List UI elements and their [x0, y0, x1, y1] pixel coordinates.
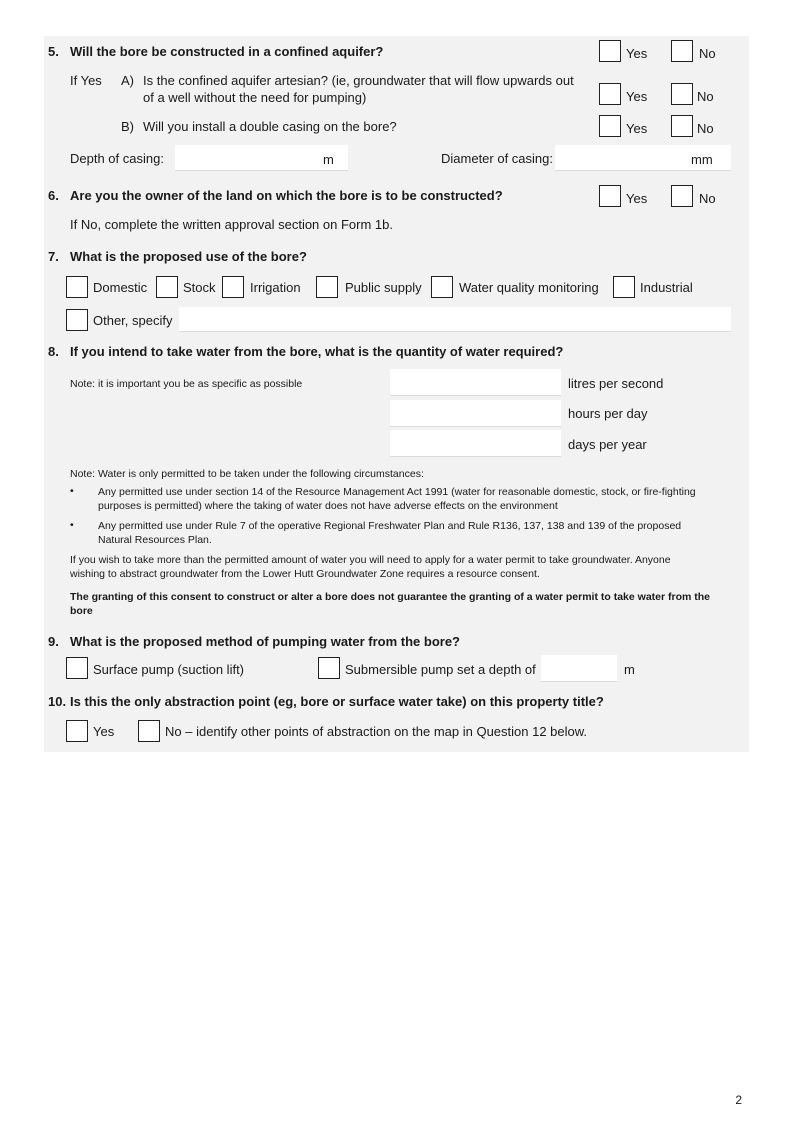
q10-question: Is this the only abstraction point (eg, bore or surface water take) on this property title? — [70, 694, 604, 709]
surface-pump-label: Surface pump (suction lift) — [93, 662, 245, 677]
q5a-text-line1: Is the confined aquifer artesian? (ie, groundwater that will flow upwards out — [143, 73, 574, 88]
depth-of-casing-label: Depth of casing: — [70, 151, 164, 166]
permitted-note-heading: Note: Water is only permitted to be taken under the following circumstances: — [70, 468, 424, 480]
q5b-yes-label: Yes — [626, 121, 648, 136]
q6-yes-label: Yes — [626, 191, 648, 206]
litres-per-second-label: litres per second — [568, 376, 664, 391]
q5b-no-label: No — [697, 121, 714, 136]
permit-note-line1: If you wish to take more than the permitted amount of water you will need to apply for a water permit to take groundwater. Anyone — [70, 554, 671, 566]
use-water-quality-label: Water quality monitoring — [459, 280, 599, 295]
q5a-text-line2: of a well without the need for pumping) — [143, 90, 367, 105]
q7-number: 7. — [48, 249, 59, 264]
litres-per-second-input[interactable] — [390, 369, 561, 396]
use-irrigation-label: Irrigation — [250, 280, 301, 295]
q5-no-checkbox[interactable] — [671, 40, 693, 62]
depth-unit: m — [323, 152, 334, 167]
q5a-yes-label: Yes — [626, 89, 648, 104]
q10-yes-checkbox[interactable] — [66, 720, 88, 742]
use-public-supply-label: Public supply — [345, 280, 422, 295]
q6-note: If No, complete the written approval section on Form 1b. — [70, 217, 393, 232]
diameter-of-casing-label: Diameter of casing: — [441, 151, 553, 166]
use-domestic-label: Domestic — [93, 280, 148, 295]
use-public-supply-checkbox[interactable] — [316, 276, 338, 298]
q5b-text: Will you install a double casing on the bore? — [143, 119, 397, 134]
use-industrial-checkbox[interactable] — [613, 276, 635, 298]
q6-no-label: No — [699, 191, 716, 206]
q8-specific-note: Note: it is important you be as specific as possible — [70, 378, 303, 390]
bullet-2-line1: Any permitted use under Rule 7 of the operative Regional Freshwater Plan and Rule R136, 137, 138 and 139 of the proposed — [98, 520, 682, 532]
diameter-unit: mm — [691, 152, 713, 167]
q5-question: Will the bore be constructed in a confined aquifer? — [70, 44, 384, 59]
bullet-2-line2: Natural Resources Plan. — [98, 534, 212, 546]
q7-question: What is the proposed use of the bore? — [70, 249, 307, 264]
use-domestic-checkbox[interactable] — [66, 276, 88, 298]
permit-note-line2: wishing to abstract groundwater from the Lower Hutt Groundwater Zone requires a resource consent. — [70, 568, 540, 580]
page-number: 2 — [735, 1093, 742, 1107]
q10-yes-label: Yes — [93, 724, 115, 739]
use-other-label: Other, specify — [93, 313, 173, 328]
use-other-checkbox[interactable] — [66, 309, 88, 331]
q5a-no-label: No — [697, 89, 714, 104]
submersible-pump-checkbox[interactable] — [318, 657, 340, 679]
use-irrigation-checkbox[interactable] — [222, 276, 244, 298]
q10-number: 10. — [48, 694, 67, 709]
use-water-quality-checkbox[interactable] — [431, 276, 453, 298]
use-stock-checkbox[interactable] — [156, 276, 178, 298]
q6-question: Are you the owner of the land on which the bore is to be constructed? — [70, 188, 503, 203]
q5-yes-checkbox[interactable] — [599, 40, 621, 62]
pump-depth-input[interactable] — [541, 655, 617, 682]
submersible-pump-label: Submersible pump set a depth of — [345, 662, 536, 677]
q5b-label: B) — [121, 119, 134, 134]
days-per-year-input[interactable] — [390, 430, 561, 457]
q5a-no-checkbox[interactable] — [671, 83, 693, 105]
bullet-icon: • — [70, 519, 74, 531]
use-stock-label: Stock — [183, 280, 216, 295]
bullet-icon: • — [70, 485, 74, 497]
q8-question: If you intend to take water from the bore, what is the quantity of water required? — [70, 344, 564, 359]
q6-number: 6. — [48, 188, 59, 203]
q9-question: What is the proposed method of pumping water from the bore? — [70, 634, 460, 649]
q5b-yes-checkbox[interactable] — [599, 115, 621, 137]
use-other-input[interactable] — [179, 307, 731, 332]
surface-pump-checkbox[interactable] — [66, 657, 88, 679]
bullet-1-line1: Any permitted use under section 14 of the Resource Management Act 1991 (water for reasonable domestic, stock, or fire-fighting — [98, 486, 696, 498]
pump-depth-unit: m — [624, 662, 635, 677]
q5a-label: A) — [121, 73, 134, 88]
q5-yes-label: Yes — [626, 46, 648, 61]
q5a-yes-checkbox[interactable] — [599, 83, 621, 105]
q10-no-label: No – identify other points of abstraction on the map in Question 12 below. — [165, 724, 588, 739]
warning-line1: The granting of this consent to construct or alter a bore does not guarantee the granting of a water permit to take water from the — [70, 591, 710, 603]
q6-yes-checkbox[interactable] — [599, 185, 621, 207]
hours-per-day-input[interactable] — [390, 400, 561, 427]
q10-no-checkbox[interactable] — [138, 720, 160, 742]
hours-per-day-label: hours per day — [568, 406, 648, 421]
q5-if-yes-label: If Yes — [70, 73, 102, 88]
q5b-no-checkbox[interactable] — [671, 115, 693, 137]
q5-no-label: No — [699, 46, 716, 61]
q6-no-checkbox[interactable] — [671, 185, 693, 207]
days-per-year-label: days per year — [568, 437, 647, 452]
use-industrial-label: Industrial — [640, 280, 693, 295]
q5-number: 5. — [48, 44, 59, 59]
q9-number: 9. — [48, 634, 59, 649]
q8-number: 8. — [48, 344, 59, 359]
warning-line2: bore — [70, 605, 93, 617]
bullet-1-line2: purposes is permitted) where the taking of water does not have adverse effects on the environment — [98, 500, 558, 512]
